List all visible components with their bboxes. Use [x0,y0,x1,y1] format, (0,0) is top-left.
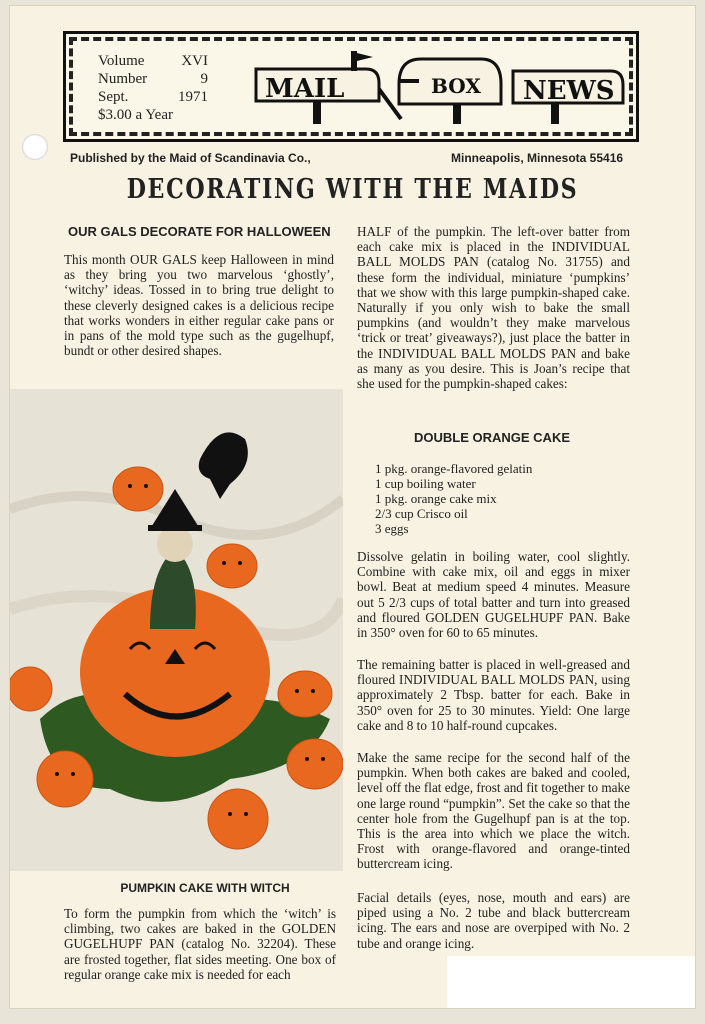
mailbox-icon [256,51,401,124]
mailbox-icon [399,59,501,124]
right-paragraph-5: Facial details (eyes, nose, mouth and ears) are piped using a No. 2 tube and black buttercream icing. The ears and nose are overpiped with No. 2 tube and orange icing. [357,890,630,951]
subscription-price: $3.00 a Year [98,107,173,123]
pumpkin-cake-photo [10,389,343,871]
paper-patch [447,956,695,1008]
volume-label: Volume [98,53,145,69]
magazine-page [10,6,695,1008]
section-heading: OUR GALS DECORATE FOR HALLOWEEN [68,224,331,239]
ingredient-item: 3 eggs [375,521,409,536]
body-paragraph: To form the pumpkin from which the ‘witch’ is climbing, two cakes are baked in the GOLDEN GUGELHUPF PAN (catalog No. 32204). These are frosted together, flat sides meeting. One box of regular orange cake mix is needed for each [64,906,336,982]
issue-year: 1971 [178,89,208,105]
svg-text:BOX: BOX [431,74,481,98]
mailbox-icon [513,71,623,124]
ingredient-item: 1 pkg. orange-flavored gelatin [375,461,533,476]
page-title: DECORATING WITH THE MAIDS [126,174,579,205]
volume-value: XVI [181,53,208,69]
mailbox-news-logo [251,49,626,124]
right-paragraph-2: Dissolve gelatin in boiling water, cool slightly. Combine with cake mix, oil and eggs in mixer bowl. Beat at medium speed 4 minutes. Measure out 5 2/3 cups of total batter and turn into greased and floured GOLDEN GUGELHUPF PAN. Bake in 350° oven for 60 to 65 minutes. [357,549,630,641]
number-value: 9 [200,71,208,87]
ingredient-item: 1 cup boiling water [375,476,476,491]
intro-paragraph: This month OUR GALS keep Halloween in mind as they bring you two marvelous ‘ghostly’, ‘witchy’ ideas. Tossed in to bring true delight to these cleverly designed cakes is a delicious recipe that works wonders in either regular cake pans or in pans of the mold type such as the gugelhupf, bundt or other desired shapes. [64,252,334,359]
ingredient-item: 1 pkg. orange cake mix [375,491,497,506]
photo-caption: PUMPKIN CAKE WITH WITCH [120,881,290,895]
right-paragraph-3: The remaining batter is placed in well-greased and floured INDIVIDUAL BALL MOLDS PAN, using approximately 2 Tbsp. batter for each. Bake in 350° oven for 25 to 30 minutes. Yield: One large cake and 8 to 10 half-round cupcakes. [357,657,630,733]
binder-hole [22,134,48,160]
pumpkin-cake-illustration [10,389,343,871]
svg-text:MAIL: MAIL [265,74,345,104]
issue-info [98,52,208,124]
ingredient-item: 2/3 cup Crisco oil [375,506,468,521]
ingredient-list [375,461,532,536]
location-line: Minneapolis, Minnesota 55416 [451,151,624,165]
recipe-title: DOUBLE ORANGE CAKE [414,430,571,445]
right-paragraph-1: HALF of the pumpkin. The left-over batter from each cake mix is placed in the INDIVIDUAL BALL MOLDS PAN (catalog No. 31755) and these form the individual, miniature ‘pumpkins’ that we show with this large pumpkin-shaped cake. Naturally if you only wish to bake the small pumpkins (and wouldn’t they make marvelous ‘trick or treat’ giveaways?), just place the batter in the INDIVIDUAL BALL MOLDS PAN and bake as many as you desire. This is Joan’s recipe that she used for the pumpkin-shaped cakes: [357,224,630,392]
svg-text:NEWS: NEWS [523,76,615,106]
issue-month: Sept. [98,89,129,105]
right-paragraph-4: Make the same recipe for the second half of the pumpkin. When both cakes are baked and cooled, level off the flat edge, frost and fit together to make one large round “pumpkin”. Set the cake so that the center hole from the Gugelhupf pan is at the top. This is the area into which we place the witch. Frost with orange-flavored and orange-tinted buttercream icing. [357,750,630,872]
number-label: Number [98,71,148,87]
publisher-line: Published by the Maid of Scandinavia Co., [70,151,311,165]
masthead [63,31,639,142]
